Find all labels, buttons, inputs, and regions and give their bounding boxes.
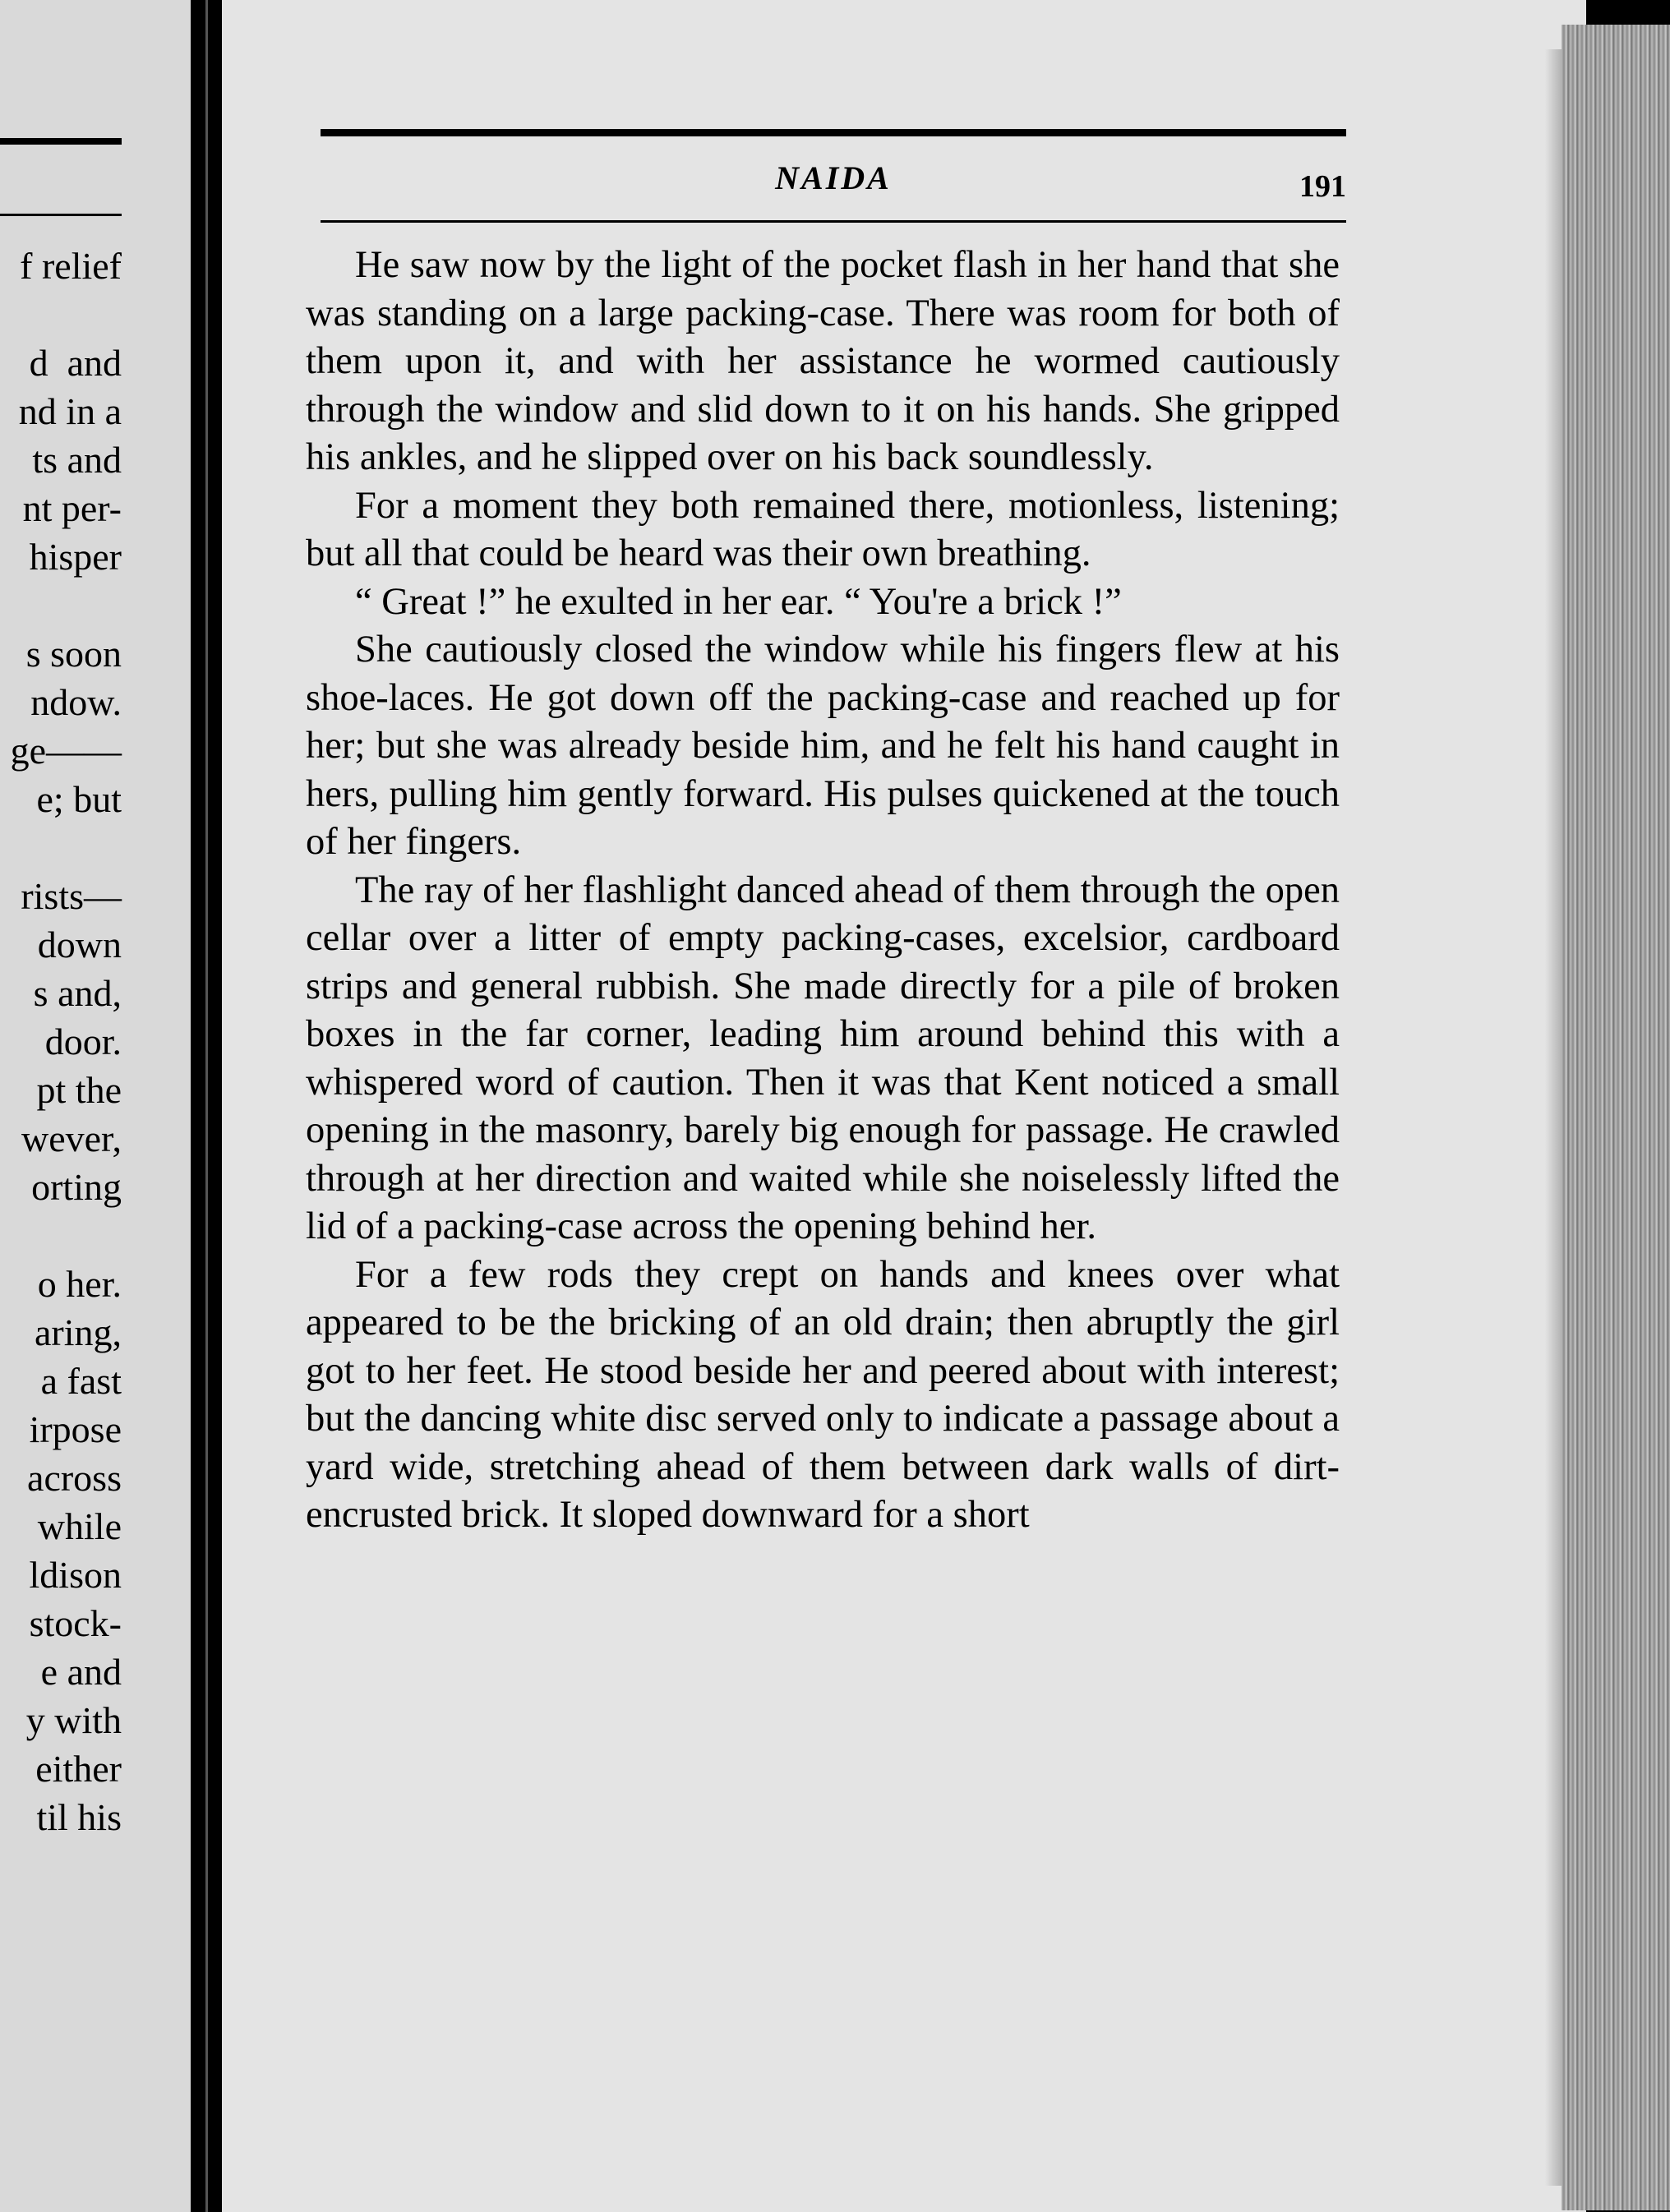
left-fragment-line: s soon: [25, 633, 122, 675]
left-fragment-line: f relief: [20, 245, 122, 287]
left-fragment-line: o her.: [37, 1263, 122, 1305]
header-rule-bottom: [321, 220, 1346, 223]
left-fragment-line: rists—: [21, 875, 122, 917]
left-fragment-line: e and: [40, 1651, 122, 1693]
left-page-text-fragments: [11, 242, 122, 1841]
left-fragment-line: across: [27, 1457, 122, 1499]
left-fragment-line: while: [37, 1505, 122, 1547]
body-text: [306, 242, 1340, 1540]
book-gutter: [191, 0, 222, 2212]
left-fragment-line: a fast: [40, 1360, 122, 1402]
paragraph: For a moment they both remained there, motionless, listening; but all that could be heard was their own breathing.: [306, 484, 1340, 574]
left-header-thin-rule: [0, 214, 122, 216]
left-header-rule: [0, 138, 122, 145]
left-fragment-line: e; but: [36, 778, 122, 820]
paragraph: “ Great !” he exulted in her ear. “ You're a brick !”: [355, 580, 1122, 623]
left-fragment-line: ge——: [10, 730, 122, 772]
left-fragment-line: ndow.: [30, 681, 122, 723]
page-number: 191: [1299, 169, 1346, 204]
left-fragment-line: wever,: [21, 1118, 122, 1159]
left-page-fragment: [0, 0, 191, 2212]
left-fragment-line: d and: [29, 342, 122, 384]
left-fragment-line: aring,: [34, 1311, 122, 1353]
paragraph: He saw now by the light of the pocket flash in her hand that she was standing on a large packing-case. There was room for both of them upon it, and with her assistance he wormed cautiously through the window and slid down to it on his hands. She gripped his ankles, and he slipped over on his back soundlessly.: [306, 244, 1340, 478]
page-stack-edge: [1562, 25, 1670, 2210]
left-fragment-line: pt the: [36, 1069, 122, 1111]
paragraph: She cautiously closed the window while his fingers flew at his shoe-laces. He got down off the packing-case and reached up for her; but she was already beside him, and he felt his hand caught in hers, pulling him gently forward. His pulses quickened at the touch of her fingers.: [306, 629, 1340, 863]
left-fragment-line: down: [37, 924, 122, 965]
paragraph: The ray of her flashlight danced ahead of them through the open cellar over a litter of empty packing-cases, excelsior, cardboard strips and general rubbish. She made directly for a pile of broken boxes in the far corner, leading him around behind this with a whispered word of caution. Then it was that Kent noticed a small opening in the masonry, barely big enough for passage. He crawled through at her direction and waited while she noiselessly lifted the lid of a packing-case across the opening behind her.: [306, 869, 1340, 1247]
left-fragment-line: irpose: [29, 1408, 122, 1450]
left-fragment-line: nt per-: [22, 487, 122, 529]
left-fragment-line: orting: [31, 1166, 122, 1208]
left-fragment-line: [11, 290, 122, 339]
left-fragment-line: [11, 1211, 122, 1260]
left-fragment-line: y with: [25, 1699, 122, 1741]
left-fragment-line: ts and: [32, 439, 122, 481]
left-fragment-line: nd in a: [18, 390, 122, 432]
left-fragment-line: [11, 823, 122, 872]
left-fragment-line: [11, 581, 122, 629]
left-fragment-line: ldison: [29, 1554, 122, 1596]
left-fragment-line: stock-: [29, 1602, 122, 1644]
left-fragment-line: door.: [44, 1021, 122, 1062]
gutter-line: [205, 0, 208, 2212]
left-fragment-line: til his: [36, 1796, 122, 1838]
header-rule-top: [321, 129, 1346, 136]
left-fragment-line: hisper: [29, 536, 122, 578]
left-fragment-line: either: [35, 1748, 122, 1790]
paragraph: For a few rods they crept on hands and knees over what appeared to be the bricking of an old drain; then abruptly the girl got to her feet. He stood beside her and peered about with interest; but the dancing white disc served only to indicate a passage about a yard wide, stretching ahead of them between dark walls of dirt-encrusted brick. It sloped downward for a short: [306, 1253, 1340, 1536]
left-fragment-line: s and,: [33, 972, 122, 1014]
running-head-title: NAIDA: [775, 159, 892, 196]
